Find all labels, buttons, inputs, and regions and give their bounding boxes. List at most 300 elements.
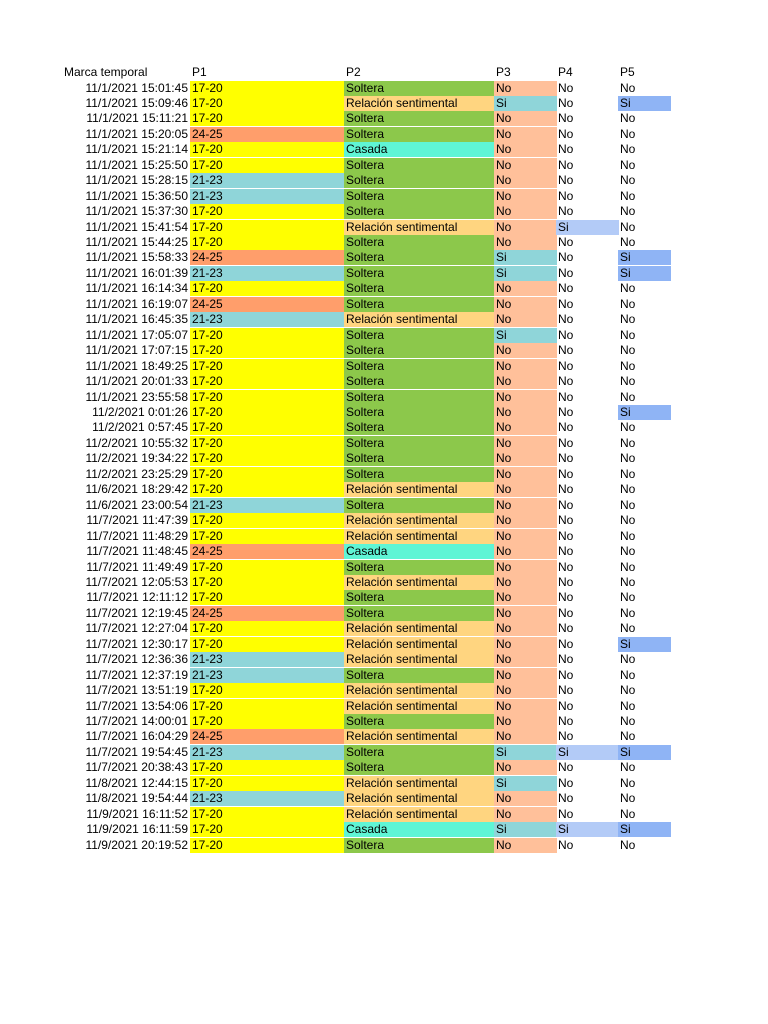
timestamp-cell[interactable]: 11/1/2021 23:55:58 [85, 389, 188, 404]
p1-cell[interactable]: 17-20 [190, 560, 344, 575]
timestamp-cell[interactable]: 11/7/2021 13:54:06 [85, 698, 188, 713]
p5-cell[interactable]: No [620, 204, 636, 219]
p4-cell[interactable]: Si [556, 220, 619, 235]
p2-cell[interactable]: Relación sentimental [344, 683, 495, 698]
p2-cell[interactable]: Relación sentimental [344, 220, 495, 235]
p3-cell[interactable]: No [494, 189, 557, 204]
p4-cell[interactable]: No [558, 775, 574, 790]
p2-cell[interactable]: Soltera [344, 590, 495, 605]
p5-cell[interactable]: Si [618, 745, 671, 760]
p4-cell[interactable]: No [558, 636, 574, 651]
p5-cell[interactable]: Si [618, 405, 671, 420]
p5-cell[interactable]: No [620, 111, 636, 126]
p2-cell[interactable]: Soltera [344, 189, 495, 204]
header-p2[interactable]: P2 [346, 65, 361, 79]
p4-cell[interactable]: No [558, 204, 574, 219]
p1-cell[interactable]: 24-25 [190, 297, 344, 312]
timestamp-cell[interactable]: 11/1/2021 17:05:07 [85, 327, 188, 342]
p3-cell[interactable]: No [494, 652, 557, 667]
timestamp-cell[interactable]: 11/1/2021 15:28:15 [85, 173, 188, 188]
p5-cell[interactable]: No [620, 389, 636, 404]
p2-cell[interactable]: Soltera [344, 359, 495, 374]
p3-cell[interactable]: No [494, 760, 557, 775]
p5-cell[interactable]: No [620, 775, 636, 790]
timestamp-cell[interactable]: 11/1/2021 16:01:39 [85, 265, 188, 280]
timestamp-cell[interactable]: 11/7/2021 12:36:36 [85, 652, 188, 667]
p3-cell[interactable]: No [494, 235, 557, 250]
timestamp-cell[interactable]: 11/7/2021 12:27:04 [85, 621, 188, 636]
p5-cell[interactable]: No [620, 559, 636, 574]
p3-cell[interactable]: No [494, 204, 557, 219]
p4-cell[interactable]: No [558, 235, 574, 249]
p1-cell[interactable]: 17-20 [190, 111, 344, 126]
p5-cell[interactable]: No [620, 497, 636, 512]
p4-cell[interactable]: No [558, 111, 574, 126]
p1-cell[interactable]: 21-23 [190, 745, 344, 760]
p5-cell[interactable]: No [620, 667, 636, 682]
p2-cell[interactable]: Relación sentimental [344, 312, 495, 327]
p4-cell[interactable]: No [558, 157, 574, 172]
p2-cell[interactable]: Soltera [344, 173, 495, 188]
p2-cell[interactable]: Soltera [344, 281, 495, 296]
p3-cell[interactable]: No [494, 390, 557, 405]
p1-cell[interactable]: 17-20 [190, 699, 344, 714]
p1-cell[interactable]: 17-20 [190, 838, 344, 853]
p4-cell[interactable]: No [558, 528, 574, 543]
p3-cell[interactable]: Si [494, 822, 557, 837]
p5-cell[interactable]: No [620, 466, 636, 481]
p1-cell[interactable]: 17-20 [190, 714, 344, 729]
p4-cell[interactable]: No [558, 791, 574, 806]
p3-cell[interactable]: Si [494, 328, 557, 343]
p1-cell[interactable]: 17-20 [190, 96, 344, 111]
p3-cell[interactable]: No [494, 544, 557, 559]
p4-cell[interactable]: No [558, 374, 574, 389]
p2-cell[interactable]: Soltera [344, 606, 495, 621]
p3-cell[interactable]: No [494, 142, 557, 157]
p3-cell[interactable]: No [494, 111, 557, 126]
timestamp-cell[interactable]: 11/7/2021 12:30:17 [85, 636, 188, 651]
timestamp-cell[interactable]: 11/7/2021 12:37:19 [85, 667, 188, 682]
timestamp-cell[interactable]: 11/7/2021 11:48:29 [86, 528, 188, 543]
p1-cell[interactable]: 17-20 [190, 451, 344, 466]
p4-cell[interactable]: No [558, 404, 574, 419]
timestamp-cell[interactable]: 11/1/2021 15:37:30 [85, 204, 188, 219]
p1-cell[interactable]: 17-20 [190, 621, 344, 636]
p5-cell[interactable]: No [620, 806, 636, 821]
timestamp-cell[interactable]: 11/1/2021 16:19:07 [85, 296, 188, 311]
p2-cell[interactable]: Relación sentimental [344, 791, 495, 806]
p4-cell[interactable]: No [558, 559, 574, 574]
p1-cell[interactable]: 17-20 [190, 158, 344, 173]
p3-cell[interactable]: No [494, 420, 557, 435]
p1-cell[interactable]: 21-23 [190, 266, 344, 281]
timestamp-cell[interactable]: 11/1/2021 15:20:05 [85, 126, 188, 141]
p5-cell[interactable]: No [620, 327, 636, 342]
p5-cell[interactable]: No [620, 837, 636, 852]
timestamp-cell[interactable]: 11/7/2021 16:04:29 [85, 729, 188, 744]
p2-cell[interactable]: Relación sentimental [344, 699, 495, 714]
p5-cell[interactable]: Si [618, 266, 671, 281]
p2-cell[interactable]: Soltera [344, 250, 495, 265]
p1-cell[interactable]: 24-25 [190, 127, 344, 142]
p1-cell[interactable]: 17-20 [190, 760, 344, 775]
p5-cell[interactable]: No [620, 451, 636, 466]
p3-cell[interactable]: No [494, 220, 557, 235]
p3-cell[interactable]: No [494, 637, 557, 652]
p2-cell[interactable]: Casada [344, 544, 495, 559]
p5-cell[interactable]: No [620, 713, 636, 728]
p1-cell[interactable]: 21-23 [190, 652, 344, 667]
p3-cell[interactable]: No [494, 467, 557, 482]
p4-cell[interactable]: No [558, 142, 574, 157]
p4-cell[interactable]: No [558, 574, 574, 589]
timestamp-cell[interactable]: 11/7/2021 12:05:53 [85, 574, 188, 589]
header-p3[interactable]: P3 [496, 65, 511, 79]
p4-cell[interactable]: No [558, 590, 574, 605]
timestamp-cell[interactable]: 11/7/2021 12:11:12 [86, 590, 188, 605]
p4-cell[interactable]: No [558, 188, 574, 203]
p1-cell[interactable]: 17-20 [190, 776, 344, 791]
p2-cell[interactable]: Soltera [344, 235, 495, 250]
timestamp-cell[interactable]: 11/1/2021 15:25:50 [85, 157, 188, 172]
p1-cell[interactable]: 17-20 [190, 374, 344, 389]
header-marca-temporal[interactable]: Marca temporal [64, 65, 148, 79]
p3-cell[interactable]: No [494, 791, 557, 806]
timestamp-cell[interactable]: 11/8/2021 19:54:44 [85, 791, 188, 806]
p5-cell[interactable]: No [620, 219, 636, 234]
p1-cell[interactable]: 17-20 [190, 575, 344, 590]
timestamp-cell[interactable]: 11/1/2021 15:58:33 [85, 250, 188, 265]
p5-cell[interactable]: Si [618, 250, 671, 265]
timestamp-cell[interactable]: 11/1/2021 15:01:45 [85, 80, 188, 95]
p4-cell[interactable]: No [558, 281, 574, 296]
p4-cell[interactable]: No [558, 544, 574, 558]
timestamp-cell[interactable]: 11/6/2021 18:29:42 [85, 482, 188, 497]
p1-cell[interactable]: 21-23 [190, 498, 344, 513]
p4-cell[interactable]: No [558, 605, 574, 620]
p1-cell[interactable]: 21-23 [190, 791, 344, 806]
p2-cell[interactable]: Soltera [344, 405, 495, 420]
p1-cell[interactable]: 17-20 [190, 590, 344, 605]
p3-cell[interactable]: Si [494, 745, 557, 760]
timestamp-cell[interactable]: 11/1/2021 16:14:34 [85, 281, 188, 296]
p3-cell[interactable]: No [494, 529, 557, 544]
p1-cell[interactable]: 17-20 [190, 281, 344, 296]
p5-cell[interactable]: No [620, 126, 636, 141]
timestamp-cell[interactable]: 11/2/2021 0:01:26 [92, 404, 188, 419]
p1-cell[interactable]: 17-20 [190, 204, 344, 219]
p1-cell[interactable]: 17-20 [190, 81, 344, 96]
p2-cell[interactable]: Soltera [344, 81, 495, 96]
p3-cell[interactable]: No [494, 297, 557, 312]
p3-cell[interactable]: No [494, 590, 557, 605]
p4-cell[interactable]: Si [556, 822, 619, 837]
p4-cell[interactable]: No [558, 265, 574, 280]
p3-cell[interactable]: No [494, 281, 557, 296]
p5-cell[interactable]: No [620, 528, 636, 543]
p5-cell[interactable]: No [620, 312, 636, 327]
p1-cell[interactable]: 17-20 [190, 420, 344, 435]
p3-cell[interactable]: No [494, 482, 557, 497]
p5-cell[interactable]: No [620, 574, 636, 589]
p5-cell[interactable]: No [620, 544, 636, 558]
p4-cell[interactable]: No [558, 667, 574, 682]
p4-cell[interactable]: No [558, 451, 574, 466]
p4-cell[interactable]: Si [556, 745, 619, 760]
p1-cell[interactable]: 21-23 [190, 173, 344, 188]
p2-cell[interactable]: Soltera [344, 467, 495, 482]
p5-cell[interactable]: No [620, 420, 636, 435]
timestamp-cell[interactable]: 11/1/2021 15:41:54 [85, 219, 188, 234]
timestamp-cell[interactable]: 11/2/2021 10:55:32 [85, 435, 188, 450]
p3-cell[interactable]: No [494, 127, 557, 142]
p3-cell[interactable]: No [494, 451, 557, 466]
p2-cell[interactable]: Relación sentimental [344, 621, 495, 636]
p5-cell[interactable]: No [620, 173, 636, 188]
p2-cell[interactable]: Soltera [344, 158, 495, 173]
p2-cell[interactable]: Soltera [344, 111, 495, 126]
p2-cell[interactable]: Soltera [344, 451, 495, 466]
p5-cell[interactable]: No [620, 188, 636, 203]
p2-cell[interactable]: Relación sentimental [344, 652, 495, 667]
p1-cell[interactable]: 17-20 [190, 467, 344, 482]
p4-cell[interactable]: No [558, 513, 574, 528]
p5-cell[interactable]: No [620, 343, 636, 358]
p4-cell[interactable]: No [558, 250, 574, 265]
timestamp-cell[interactable]: 11/2/2021 0:57:45 [92, 420, 188, 435]
p3-cell[interactable]: No [494, 359, 557, 374]
p1-cell[interactable]: 24-25 [190, 544, 344, 559]
p4-cell[interactable]: No [558, 420, 574, 435]
p2-cell[interactable]: Relación sentimental [344, 729, 495, 744]
p4-cell[interactable]: No [558, 96, 574, 110]
p4-cell[interactable]: No [558, 296, 574, 311]
p3-cell[interactable]: Si [494, 266, 557, 281]
p5-cell[interactable]: No [620, 698, 636, 713]
p2-cell[interactable]: Relación sentimental [344, 529, 495, 544]
p3-cell[interactable]: Si [494, 776, 557, 791]
p1-cell[interactable]: 17-20 [190, 142, 344, 157]
p5-cell[interactable]: No [620, 482, 636, 497]
p1-cell[interactable]: 17-20 [190, 220, 344, 235]
p3-cell[interactable]: No [494, 606, 557, 621]
p5-cell[interactable]: No [620, 729, 636, 744]
timestamp-cell[interactable]: 11/9/2021 20:19:52 [85, 837, 188, 852]
timestamp-cell[interactable]: 11/6/2021 23:00:54 [85, 497, 188, 512]
p4-cell[interactable]: No [558, 729, 574, 744]
timestamp-cell[interactable]: 11/7/2021 11:47:39 [86, 513, 188, 528]
p1-cell[interactable]: 17-20 [190, 390, 344, 405]
p2-cell[interactable]: Soltera [344, 374, 495, 389]
p3-cell[interactable]: No [494, 699, 557, 714]
p3-cell[interactable]: No [494, 668, 557, 683]
p5-cell[interactable]: No [620, 760, 636, 775]
p3-cell[interactable]: Si [494, 250, 557, 265]
header-p4[interactable]: P4 [558, 65, 573, 79]
timestamp-cell[interactable]: 11/7/2021 14:00:01 [85, 713, 188, 728]
timestamp-cell[interactable]: 11/1/2021 15:44:25 [85, 235, 188, 249]
p3-cell[interactable]: No [494, 807, 557, 822]
timestamp-cell[interactable]: 11/1/2021 17:07:15 [85, 343, 188, 358]
p1-cell[interactable]: 17-20 [190, 807, 344, 822]
p2-cell[interactable]: Soltera [344, 390, 495, 405]
p3-cell[interactable]: No [494, 343, 557, 358]
p3-cell[interactable]: No [494, 729, 557, 744]
p5-cell[interactable]: No [620, 513, 636, 528]
p4-cell[interactable]: No [558, 698, 574, 713]
p4-cell[interactable]: No [558, 312, 574, 327]
p3-cell[interactable]: No [494, 498, 557, 513]
timestamp-cell[interactable]: 11/7/2021 11:48:45 [86, 544, 188, 558]
p3-cell[interactable]: No [494, 374, 557, 389]
p1-cell[interactable]: 17-20 [190, 405, 344, 420]
timestamp-cell[interactable]: 11/1/2021 15:21:14 [85, 142, 188, 157]
p3-cell[interactable]: No [494, 683, 557, 698]
timestamp-cell[interactable]: 11/1/2021 15:09:46 [85, 96, 188, 110]
header-p1[interactable]: P1 [192, 65, 207, 79]
p5-cell[interactable]: No [620, 590, 636, 605]
p4-cell[interactable]: No [558, 482, 574, 497]
p3-cell[interactable]: No [494, 312, 557, 327]
p5-cell[interactable]: Si [618, 96, 671, 111]
timestamp-cell[interactable]: 11/1/2021 18:49:25 [85, 358, 188, 373]
p4-cell[interactable]: No [558, 837, 574, 852]
p2-cell[interactable]: Soltera [344, 498, 495, 513]
p1-cell[interactable]: 17-20 [190, 359, 344, 374]
p2-cell[interactable]: Relación sentimental [344, 96, 495, 111]
p2-cell[interactable]: Relación sentimental [344, 575, 495, 590]
timestamp-cell[interactable]: 11/7/2021 11:49:49 [86, 559, 188, 574]
p5-cell[interactable]: No [620, 374, 636, 389]
p2-cell[interactable]: Casada [344, 142, 495, 157]
p2-cell[interactable]: Soltera [344, 420, 495, 435]
p1-cell[interactable]: 24-25 [190, 729, 344, 744]
p2-cell[interactable]: Soltera [344, 266, 495, 281]
p5-cell[interactable]: No [620, 791, 636, 806]
p4-cell[interactable]: No [558, 713, 574, 728]
p2-cell[interactable]: Soltera [344, 343, 495, 358]
p4-cell[interactable]: No [558, 126, 574, 141]
p1-cell[interactable]: 21-23 [190, 189, 344, 204]
timestamp-cell[interactable]: 11/1/2021 15:36:50 [85, 188, 188, 203]
p1-cell[interactable]: 24-25 [190, 250, 344, 265]
p3-cell[interactable]: No [494, 81, 557, 96]
p5-cell[interactable]: No [620, 683, 636, 697]
timestamp-cell[interactable]: 11/7/2021 19:54:45 [85, 744, 188, 759]
p2-cell[interactable]: Soltera [344, 328, 495, 343]
p3-cell[interactable]: No [494, 173, 557, 188]
p1-cell[interactable]: 17-20 [190, 235, 344, 250]
p4-cell[interactable]: No [558, 389, 574, 404]
p4-cell[interactable]: No [558, 683, 574, 697]
p2-cell[interactable]: Soltera [344, 714, 495, 729]
timestamp-cell[interactable]: 11/8/2021 12:44:15 [85, 775, 188, 790]
p5-cell[interactable]: No [620, 435, 636, 450]
p5-cell[interactable]: No [620, 142, 636, 157]
p4-cell[interactable]: No [558, 80, 574, 95]
p3-cell[interactable]: No [494, 158, 557, 173]
p4-cell[interactable]: No [558, 806, 574, 821]
p1-cell[interactable]: 21-23 [190, 668, 344, 683]
p3-cell[interactable]: No [494, 575, 557, 590]
p1-cell[interactable]: 21-23 [190, 312, 344, 327]
p2-cell[interactable]: Relación sentimental [344, 776, 495, 791]
p3-cell[interactable]: No [494, 838, 557, 853]
p4-cell[interactable]: No [558, 173, 574, 188]
p5-cell[interactable]: No [620, 296, 636, 311]
p5-cell[interactable]: Si [618, 637, 671, 652]
p3-cell[interactable]: No [494, 714, 557, 729]
p3-cell[interactable]: No [494, 405, 557, 420]
p5-cell[interactable]: Si [618, 822, 671, 837]
p3-cell[interactable]: Si [494, 96, 557, 111]
p4-cell[interactable]: No [558, 466, 574, 481]
timestamp-cell[interactable]: 11/1/2021 20:01:33 [85, 374, 188, 389]
p1-cell[interactable]: 17-20 [190, 822, 344, 837]
p1-cell[interactable]: 17-20 [190, 529, 344, 544]
p3-cell[interactable]: No [494, 621, 557, 636]
p1-cell[interactable]: 17-20 [190, 436, 344, 451]
header-p5[interactable]: P5 [620, 65, 635, 79]
timestamp-cell[interactable]: 11/7/2021 12:19:45 [85, 605, 188, 620]
p5-cell[interactable]: No [620, 605, 636, 620]
timestamp-cell[interactable]: 11/7/2021 20:38:43 [85, 760, 188, 775]
p2-cell[interactable]: Soltera [344, 297, 495, 312]
p2-cell[interactable]: Relación sentimental [344, 807, 495, 822]
p2-cell[interactable]: Soltera [344, 745, 495, 760]
p2-cell[interactable]: Soltera [344, 127, 495, 142]
p2-cell[interactable]: Soltera [344, 204, 495, 219]
p2-cell[interactable]: Relación sentimental [344, 513, 495, 528]
timestamp-cell[interactable]: 11/1/2021 15:11:21 [86, 111, 188, 126]
p1-cell[interactable]: 17-20 [190, 683, 344, 698]
p1-cell[interactable]: 24-25 [190, 606, 344, 621]
p5-cell[interactable]: No [620, 80, 636, 95]
timestamp-cell[interactable]: 11/9/2021 16:11:59 [86, 822, 188, 837]
timestamp-cell[interactable]: 11/7/2021 13:51:19 [85, 683, 188, 697]
p4-cell[interactable]: No [558, 760, 574, 775]
p5-cell[interactable]: No [620, 652, 636, 667]
p5-cell[interactable]: No [620, 358, 636, 373]
p2-cell[interactable]: Soltera [344, 760, 495, 775]
p4-cell[interactable]: No [558, 435, 574, 450]
p5-cell[interactable]: No [620, 281, 636, 296]
p5-cell[interactable]: No [620, 157, 636, 172]
p4-cell[interactable]: No [558, 343, 574, 358]
p2-cell[interactable]: Soltera [344, 838, 495, 853]
p2-cell[interactable]: Soltera [344, 668, 495, 683]
p2-cell[interactable]: Relación sentimental [344, 482, 495, 497]
p1-cell[interactable]: 17-20 [190, 328, 344, 343]
p4-cell[interactable]: No [558, 497, 574, 512]
p3-cell[interactable]: No [494, 436, 557, 451]
p2-cell[interactable]: Soltera [344, 560, 495, 575]
timestamp-cell[interactable]: 11/2/2021 23:25:29 [85, 466, 188, 481]
p2-cell[interactable]: Casada [344, 822, 495, 837]
p1-cell[interactable]: 17-20 [190, 482, 344, 497]
timestamp-cell[interactable]: 11/9/2021 16:11:52 [86, 806, 188, 821]
timestamp-cell[interactable]: 11/2/2021 19:34:22 [85, 451, 188, 466]
p2-cell[interactable]: Relación sentimental [344, 637, 495, 652]
p1-cell[interactable]: 17-20 [190, 513, 344, 528]
p4-cell[interactable]: No [558, 652, 574, 667]
p3-cell[interactable]: No [494, 513, 557, 528]
p5-cell[interactable]: No [620, 621, 636, 636]
p4-cell[interactable]: No [558, 621, 574, 636]
p4-cell[interactable]: No [558, 358, 574, 373]
p5-cell[interactable]: No [620, 235, 636, 249]
